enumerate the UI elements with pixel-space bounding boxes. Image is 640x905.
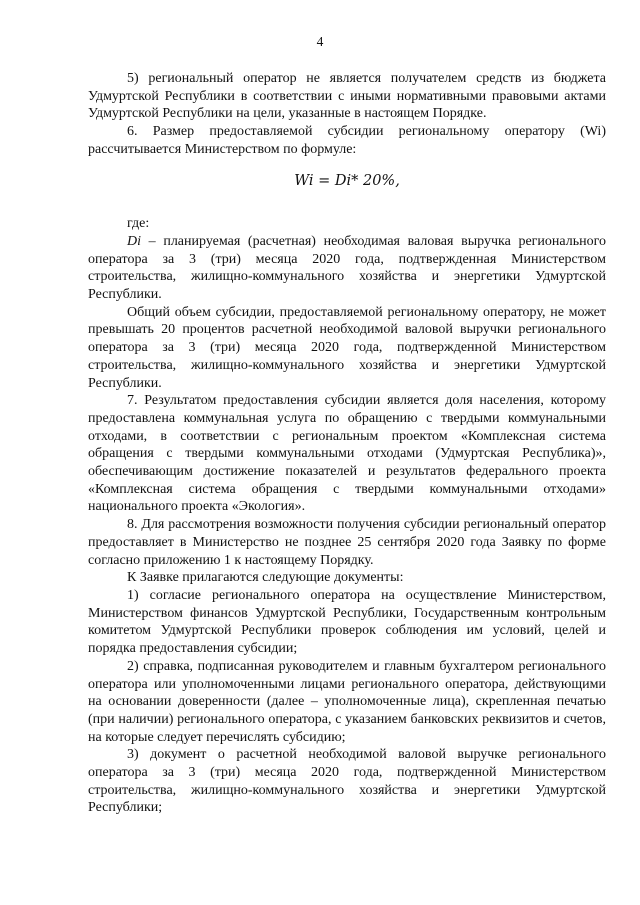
paragraph-7: 7. Результатом предоставления субсидии является доля населения, которому предоставлена коммунальная услуга по обращению с твердыми коммунальными отходами, в соответствии с региональным проектом «Комплексная система обращения с твердыми коммунальными отходами (Удмуртская Республика)», обеспечивающим достижение показателей и результатов федерального проекта «Комплексная система обращения с твердыми коммунальными отходами» национального проекта «Экология». <box>88 393 606 515</box>
di-description: – планируемая (расчетная) необходимая валовая выручка регионального оператора за 3 (три) месяца 2020 года, подтвержденная Министерством строительства, жилищно-коммунального хозяйства и энергетики Удмуртской Республики. <box>88 233 606 303</box>
attachment-item-3: 3) документ о расчетной необходимой валовой выручке регионального оператора за 3 (три) месяца 2020 года, подтвержденной Министерством строительства, жилищно-коммунального хозяйства и энергетики Удмуртской Республики; <box>88 747 606 816</box>
di-definition <box>88 233 606 304</box>
paragraph-6: 6. Размер предоставляемой субсидии региональному оператору (Wi) рассчитывается Министерством по формуле: <box>88 124 606 157</box>
document-body <box>88 70 606 817</box>
attachments-intro: К Заявке прилагаются следующие документы: <box>127 570 404 586</box>
di-symbol: Di <box>127 233 141 249</box>
attachment-item-1: 1) согласие регионального оператора на осуществление Министерством, Министерством финансов Удмуртской Республики, Государственным контрольным комитетом Удмуртской Республики проверок соблюдения им условий, целей и порядка предоставления субсидии; <box>88 587 606 657</box>
formula-text: Wi = Di* 20%, <box>294 172 400 189</box>
page-number: 4 <box>316 34 324 49</box>
total-subsidy-paragraph: Общий объем субсидии, предоставляемой региональному оператору, не может превышать 20 процентов расчетной необходимой валовой выручки регионального оператора за 3 (три) месяца 2020 года, подтвержденной Министерством строительства, жилищно-коммунального хозяйства и энергетики Удмуртской Республики. <box>88 304 606 391</box>
subsidy-formula <box>88 173 606 191</box>
paragraph-8: 8. Для рассмотрения возможности получения субсидии региональный оператор предоставляет в Министерство не позднее 25 сентября 2020 года Заявку по форме согласно приложению 1 к настоящему Порядку. <box>88 517 606 568</box>
paragraph-item-5: 5) региональный оператор не является получателем средств из бюджета Удмуртской Республики в соответствии с иными нормативными правовыми актами Удмуртской Республики на цели, указанные в настоящем Порядке. <box>88 71 606 122</box>
where-label: где: <box>127 216 150 232</box>
attachment-item-2: 2) справка, подписанная руководителем и главным бухгалтером регионального оператора или уполномоченными лицами регионального оператора, действующими на основании доверенности (далее – уполномоченные лица), скрепленная печатью (при наличии) регионального оператора, с указанием банковских реквизитов и счетов, на которые следует перечислять субсидию; <box>88 658 606 745</box>
